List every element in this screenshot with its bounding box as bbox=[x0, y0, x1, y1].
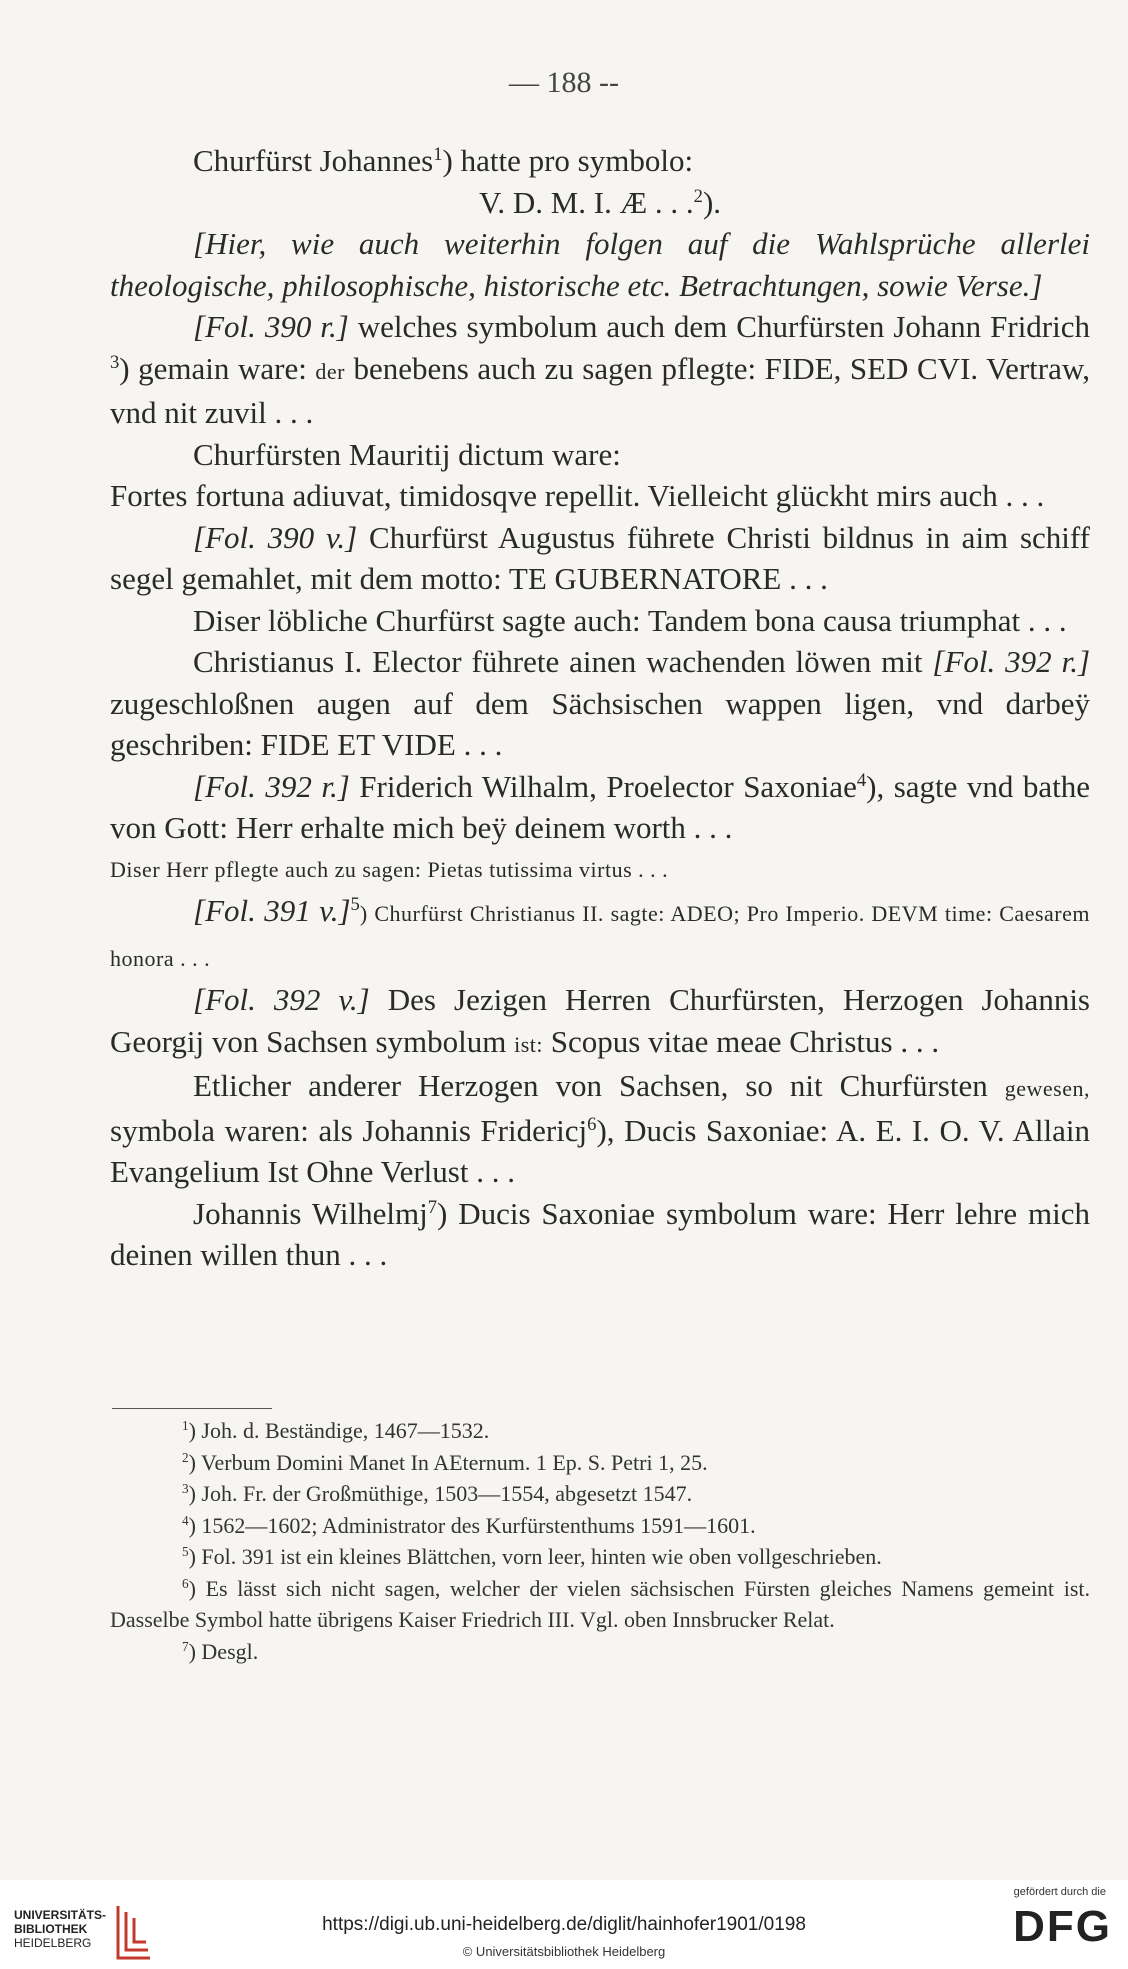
paragraph-4: [Fol. 390 r.] welches symbolum auch dem Churfürsten Johann Fridrich $^3$) gemain ware: der benebens auch zu sagen pflegte: FIDE, SED CVI. Vertraw, vnd nit zuvil . . . bbox=[110, 309, 1090, 430]
page-number: — 188 -- bbox=[509, 66, 619, 99]
paragraph-15: Johannis Wilhelmj$^7$) Ducis Saxoniae symbolum ware: Herr lehre mich deinen willen thun . . . bbox=[110, 1195, 1091, 1272]
paragraph-12: [Fol. 391 v.]$^5$) Churfürst Christianus II. sagte: ADEO; Pro Imperio. DEVM time: Caesarem honora . . . bbox=[110, 893, 1090, 971]
dfg-logo[interactable]: DFG bbox=[1013, 1902, 1112, 1951]
copyright-text: © Universitätsbibliothek Heidelberg bbox=[462, 1944, 666, 1959]
paragraph-1: Churfürst Johannes$^1$) hatte pro symbolo: bbox=[193, 143, 694, 178]
paragraph-8: Diser löbliche Churfürst sagte auch: Tandem bona causa triumphat . . . bbox=[193, 602, 1067, 638]
paragraph-13: [Fol. 392 v.] Des Jezigen Herren Churfürsten, Herzogen Johannis Georgij von Sachsen symbolum ist: Scopus vitae meae Christus . . . bbox=[110, 982, 1090, 1059]
page-url-link[interactable]: https://digi.ub.uni-heidelberg.de/diglit/hainhofer1901/0198 bbox=[322, 1914, 806, 1935]
ub-logo-text[interactable]: UNIVERSITÄTS- BIBLIOTHEK HEIDELBERG bbox=[14, 1908, 107, 1950]
paragraph-2: V. D. M. I. Æ . . .$^2$). bbox=[478, 184, 722, 220]
footnote: $^3$) Joh. Fr. der Großmüthige, 1503—1554, abgesetzt 1547. bbox=[182, 1481, 693, 1506]
viewer-footer bbox=[0, 1880, 1128, 1969]
footnote: $^1$) Joh. d. Beständige, 1467—1532. bbox=[182, 1418, 490, 1443]
paragraph-3: [Hier, wie auch weiterhin folgen auf die Wahlsprüche allerlei theologische, philosophische, historische etc. Betrachtungen, sowie Verse.] bbox=[110, 226, 1090, 303]
footnotes bbox=[110, 1415, 1090, 1667]
main-text bbox=[110, 140, 1090, 1276]
paragraph-10: [Fol. 392 r.] Friderich Wilhalm, Proelector Saxoniae$^4$), sagte vnd bathe von Gott: Herr erhalte mich beÿ deinem worth . . . bbox=[110, 768, 1090, 845]
footnote-rule bbox=[112, 1408, 272, 1409]
footnote: $^6$) Es lässt sich nicht sagen, welcher der vielen sächsischen Fürsten gleiches Namens gemeint ist. Dasselbe Symbol hatte übrigens Kaiser Friedrich III. Vgl. oben Innsbrucker Relat. bbox=[110, 1575, 1090, 1632]
footnote: $^7$) Desgl. bbox=[182, 1638, 259, 1664]
paragraph-6: Fortes fortuna adiuvat, timidosqve repellit. Vielleicht glückht mirs auch . . . bbox=[110, 478, 1045, 513]
footnote: $^5$) Fol. 391 ist ein kleines Blättchen, vorn leer, hinten wie oben vollgeschrieben. bbox=[182, 1544, 882, 1569]
footnote: $^4$) 1562—1602; Administrator des Kurfürstenthums 1591—1601. bbox=[182, 1512, 756, 1538]
footnote: $^2$) Verbum Domini Manet In AEternum. 1 Ep. S. Petri 1, 25. bbox=[182, 1449, 708, 1475]
paragraph-9: Christianus I. Elector führete ainen wachenden löwen mit [Fol. 392 r.] zugeschloßnen augen auf dem Sächsischen wappen ligen, vnd darbeÿ geschriben: FIDE ET VIDE . . . bbox=[110, 644, 1091, 762]
paragraph-7: [Fol. 390 v.] Churfürst Augustus führete Christi bildnus in aim schiff segel gemahlet, mit dem motto: TE GUBERNATORE . . . bbox=[110, 519, 1090, 596]
paragraph-11: Diser Herr pflegte auch zu sagen: Pietas tutissima virtus . . . bbox=[110, 856, 669, 882]
paragraph-14: Etlicher anderer Herzogen von Sachsen, so nit Churfürsten gewesen, symbola waren: als Johannis Fridericj$^6$), Ducis Saxoniae: A. E. I. O. V. Allain Evangelium Ist Ohne Verlust . . . bbox=[110, 1068, 1090, 1189]
dfg-funded-label: gefördert durch die bbox=[1013, 1886, 1106, 1898]
paragraph-5: Churfürsten Mauritij dictum ware: bbox=[193, 436, 621, 472]
